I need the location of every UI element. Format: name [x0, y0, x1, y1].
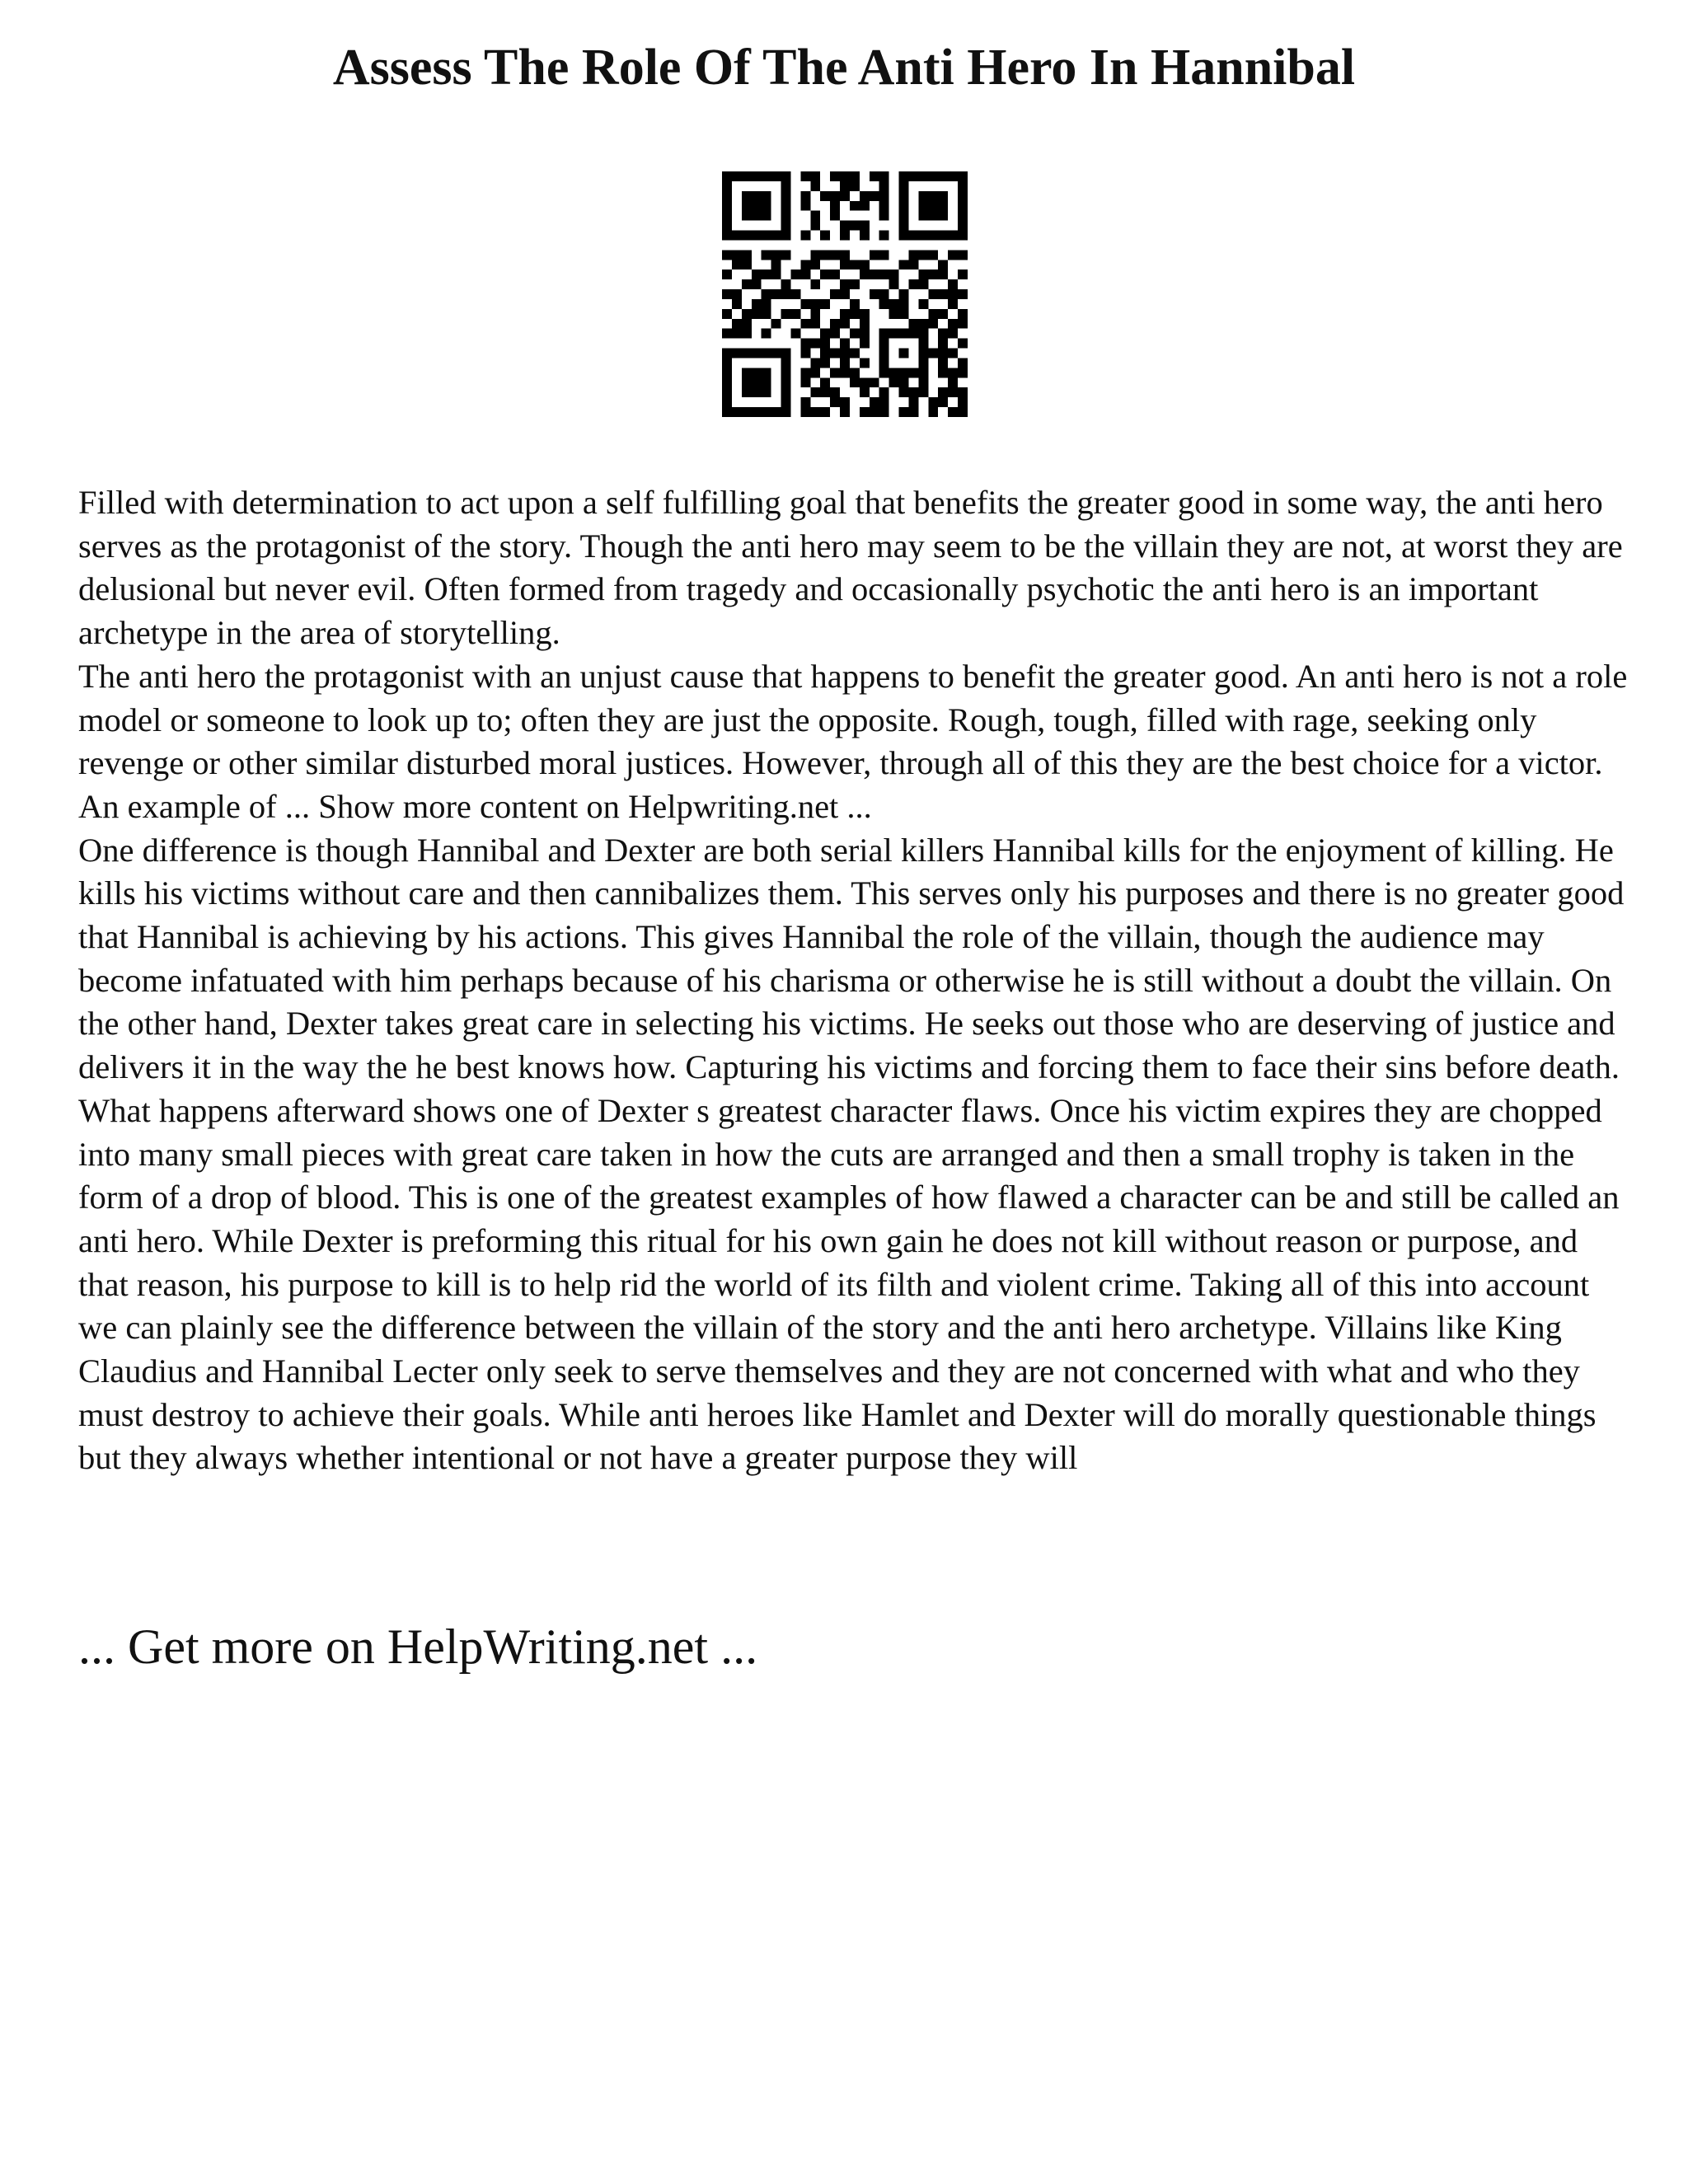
- qr-code-icon: [722, 171, 968, 417]
- essay-body: [78, 481, 1628, 1480]
- paragraph-intro: Filled with determination to act upon a self fulfilling goal that benefits the greater good in some way, the anti hero serves as the protagonist of the story. Though the anti hero may seem to be the villain they are not, at worst they are delusional but never evil. Often formed from tragedy and occasionally psychotic the anti hero is an important archetype in the area of storytelling.: [78, 484, 1623, 652]
- paragraph-comparison: One difference is though Hannibal and Dexter are both serial killers Hannibal kills for the enjoyment of killing. He kills his victims without care and then cannibalizes them. This serves only his purposes and there is no greater good that Hannibal is achieving by his actions. This gives Hannibal the role of the villain, though the audience may become infatuated with him perhaps because of his charisma or otherwise he is still without a doubt the villain. On the other hand, Dexter takes great care in selecting his victims. He seeks out those who are deserving of justice and delivers it in the way the he best knows how. Capturing his victims and forcing them to face their sins before death. What happens afterward shows one of Dexter s greatest character flaws. Once his victim expires they are chopped into many small pieces with great care taken in how the cuts are arranged and then a small trophy is taken in the form of a drop of blood. This is one of the greatest examples of how flawed a character can be and still be called an anti hero. While Dexter is preforming this ritual for his own gain he does not kill without reason or purpose, and that reason, his purpose to kill is to help rid the world of its filth and violent crime. Taking all of this into account we can plainly see the difference between the villain of the story and the anti hero archetype. Villains like King Claudius and Hannibal Lecter only seek to serve themselves and they are not concerned with what and who they must destroy to achieve their goals. While anti heroes like Hamlet and Dexter will do morally questionable things but they always whether intentional or not have a greater purpose they will: [78, 831, 1625, 1477]
- paragraph-definition: The anti hero the protagonist with an unjust cause that happens to benefit the greater good. An anti hero is not a role model or someone to look up to; often they are just the opposite. Rough, tough, filled with rage, seeking only revenge or other similar disturbed moral justices. However, through all of this they are the best choice for a victor. An example of ... Show more content on Helpwriting.net ...: [78, 657, 1628, 825]
- get-more-link[interactable]: ... Get more on HelpWriting.net ...: [78, 1619, 758, 1674]
- document-title: Assess The Role Of The Anti Hero In Hannibal: [332, 40, 1356, 96]
